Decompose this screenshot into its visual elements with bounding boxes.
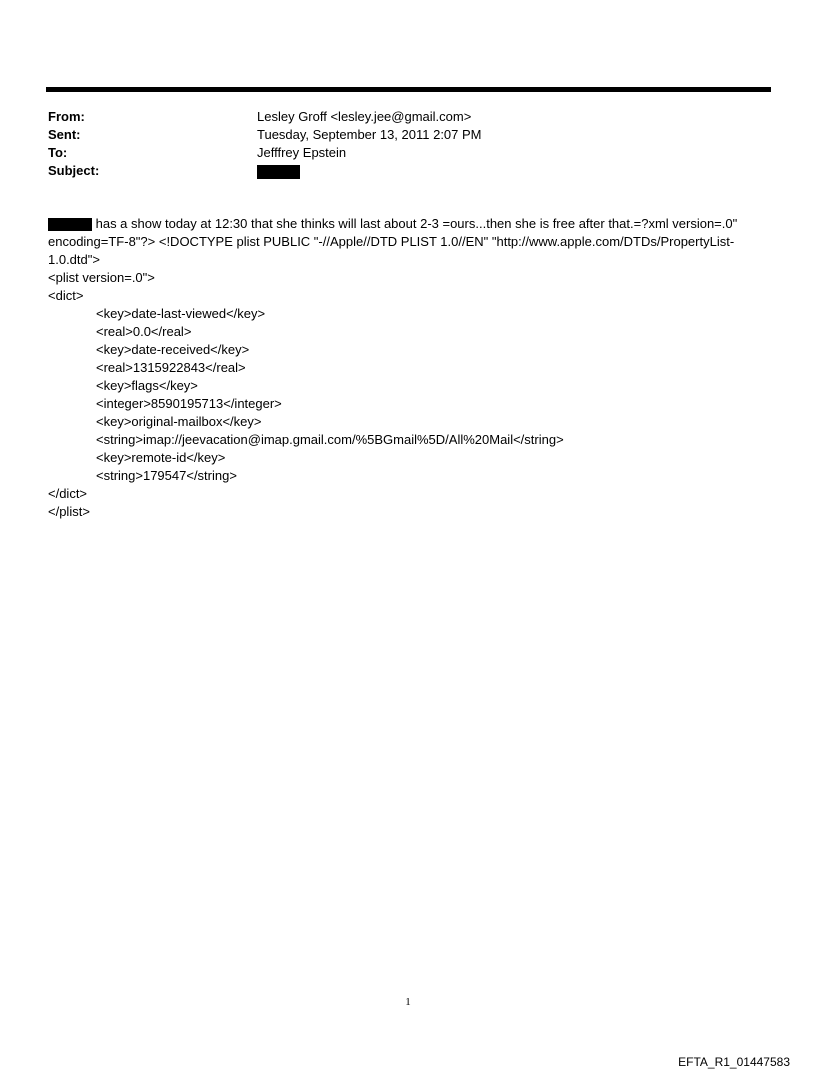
plist-entry-line: <key>date-received</key> bbox=[96, 342, 250, 357]
document-id: EFTA_R1_01447583 bbox=[678, 1055, 790, 1069]
to-label: To: bbox=[48, 145, 68, 160]
from-label: From: bbox=[48, 109, 85, 124]
dict-close-line: </dict> bbox=[48, 486, 88, 501]
plist-close-line: </plist> bbox=[48, 504, 90, 519]
plist-open-line: <plist version=.0"> bbox=[48, 270, 155, 285]
plist-entry-line: <real>0.0</real> bbox=[96, 324, 192, 339]
plist-entry-line: <real>1315922843</real> bbox=[96, 360, 246, 375]
from-value: Lesley Groff <lesley.jee@gmail.com> bbox=[257, 109, 472, 124]
dict-open-line: <dict> bbox=[48, 288, 84, 303]
email-body bbox=[48, 215, 773, 521]
plist-entry-line: <key>remote-id</key> bbox=[96, 450, 226, 465]
to-value: Jefffrey Epstein bbox=[257, 145, 347, 160]
sent-value: Tuesday, September 13, 2011 2:07 PM bbox=[257, 127, 482, 142]
body-intro-text: has a show today at 12:30 that she thinks will last about 2-3 =ours...then she is free after that.=?xml version=.0" encoding=TF-8"?> <!DOCTYPE plist PUBLIC "-//Apple//DTD PLIST 1.0//EN" "http://www.apple.com/DTDs/PropertyList-1.0.dtd"> bbox=[48, 216, 738, 267]
plist-entry-line: <key>date-last-viewed</key> bbox=[96, 306, 266, 321]
subject-value bbox=[257, 162, 300, 180]
plist-entry-line: <string>179547</string> bbox=[96, 468, 237, 483]
plist-entry-line: <string>imap://jeevacation@imap.gmail.com/%5BGmail%5D/All%20Mail</string> bbox=[96, 432, 564, 447]
plist-entry-line: <key>flags</key> bbox=[96, 378, 198, 393]
header-rule bbox=[46, 87, 771, 92]
plist-entry-line: <key>original-mailbox</key> bbox=[96, 414, 262, 429]
body-intro bbox=[48, 215, 773, 269]
page-number: 1 bbox=[405, 996, 411, 1008]
name-redaction bbox=[48, 218, 92, 231]
sent-label: Sent: bbox=[48, 127, 81, 142]
subject-label: Subject: bbox=[48, 163, 100, 178]
subject-redaction bbox=[257, 165, 300, 179]
plist-entry-line: <integer>8590195713</integer> bbox=[96, 396, 282, 411]
